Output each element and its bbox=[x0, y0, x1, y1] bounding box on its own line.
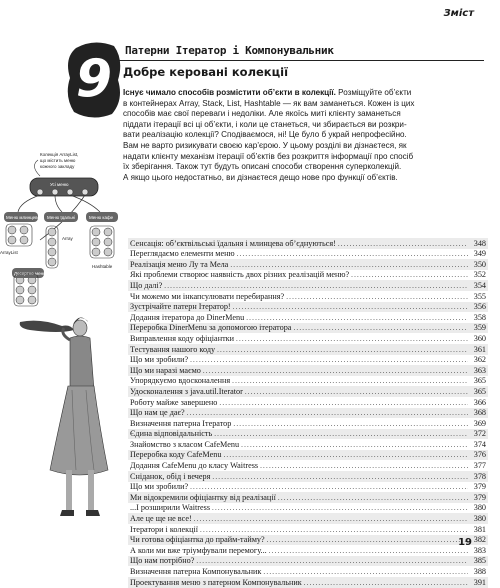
toc-leader-dots bbox=[230, 260, 468, 270]
toc-entry-title: Що ми наразі маємо bbox=[130, 365, 201, 375]
toc-leader-dots bbox=[196, 556, 468, 566]
toc-entry-title: Що нам це дає? bbox=[130, 408, 185, 418]
toc-leader-dots bbox=[245, 387, 468, 397]
toc-entry[interactable] bbox=[128, 545, 488, 556]
toc-entry[interactable] bbox=[128, 323, 488, 334]
intro-line: способів має свої переваги і недоліки. Але якоїсь миті клієнту заманеться bbox=[123, 109, 401, 119]
intro-line: вати реалізацію колекції? Сподіваємося, ні! Це було б украй непрофесійно. bbox=[123, 130, 407, 140]
toc-entry-title: Що далі? bbox=[130, 280, 163, 290]
illustration-label: Меню їдальні bbox=[47, 215, 76, 220]
toc-entry-title: Реалізація меню Лу та Мела bbox=[130, 259, 229, 269]
toc-entry-page: 379 bbox=[473, 492, 486, 502]
illustration-label: Hashtable bbox=[92, 264, 113, 269]
table-of-contents bbox=[128, 238, 488, 588]
toc-leader-dots bbox=[194, 514, 468, 524]
toc-entry-page: 366 bbox=[473, 397, 486, 407]
toc-leader-dots bbox=[232, 376, 468, 386]
toc-entry-title: Визначення патерна Ітератор bbox=[130, 418, 232, 428]
toc-entry-page: 369 bbox=[473, 418, 486, 428]
toc-entry[interactable] bbox=[128, 376, 488, 387]
toc-entry-page: 350 bbox=[473, 259, 486, 269]
toc-entry-title: Ми відокремили офіціантку від реалізації bbox=[130, 492, 276, 502]
toc-entry-page: 380 bbox=[473, 514, 486, 524]
toc-entry[interactable] bbox=[128, 302, 488, 313]
toc-entry[interactable] bbox=[128, 450, 488, 461]
toc-entry-title: Додання ітератора до DinerMenu bbox=[130, 312, 245, 322]
toc-entry[interactable] bbox=[128, 386, 488, 397]
toc-entry-title: Переглядаємо елементи меню bbox=[130, 249, 235, 259]
toc-leader-dots bbox=[293, 323, 468, 333]
toc-entry-title: Ітератори і колекції bbox=[130, 524, 199, 534]
toc-entry[interactable] bbox=[128, 408, 488, 419]
illustration-caption: кожного закладу bbox=[40, 164, 75, 169]
toc-entry-title: Тестування нашого коду bbox=[130, 344, 216, 354]
intro-line: Розміщуйте об’єкти bbox=[335, 88, 412, 97]
toc-leader-dots bbox=[214, 429, 468, 439]
toc-leader-dots bbox=[351, 270, 468, 280]
toc-leader-dots bbox=[200, 525, 468, 535]
toc-leader-dots bbox=[203, 366, 468, 376]
toc-entry-page: 358 bbox=[473, 312, 486, 322]
toc-entry[interactable] bbox=[128, 270, 488, 281]
toc-leader-dots bbox=[233, 419, 468, 429]
toc-entry-title: Проектування меню з патерном Компонувальник bbox=[130, 577, 302, 587]
toc-leader-dots bbox=[267, 535, 468, 545]
toc-entry[interactable] bbox=[128, 418, 488, 429]
toc-entry-title: Сенсація: об’єктвільські їдальня і млинцева об’єднуються! bbox=[130, 238, 336, 248]
toc-entry[interactable] bbox=[128, 503, 488, 514]
toc-entry-page: 388 bbox=[473, 567, 486, 576]
toc-entry-title: Виправлення коду офіціантки bbox=[130, 333, 235, 343]
toc-entry[interactable] bbox=[128, 535, 488, 546]
illustration-label: Десертне меню bbox=[14, 271, 47, 276]
toc-entry-page: 383 bbox=[473, 545, 486, 555]
intro-line: А якщо цього недостатньо, ви дізнаєтеся дещо нове про функції об’єктів. bbox=[123, 172, 398, 182]
toc-entry-title: Визначення патерна Компонувальник bbox=[130, 567, 262, 576]
toc-entry[interactable] bbox=[128, 524, 488, 535]
toc-entry-page: 362 bbox=[473, 355, 486, 365]
intro-line: їх зберігання. Також тут будуть описані способи створення суперколекцій. bbox=[123, 162, 402, 172]
toc-entry[interactable] bbox=[128, 312, 488, 323]
toc-entry-title: А коли ми вже тріумфували перемогу... bbox=[130, 545, 267, 555]
toc-entry[interactable] bbox=[128, 460, 488, 471]
toc-entry-title: Які проблеми створює наявність двох різних реалізацій меню? bbox=[130, 270, 350, 280]
toc-entry-title: Але це ще не все! bbox=[130, 514, 192, 524]
toc-leader-dots bbox=[246, 313, 468, 323]
toc-entry[interactable] bbox=[128, 566, 488, 577]
toc-entry-page: 378 bbox=[473, 471, 486, 481]
intro-line: піддати ітерації всі ці об’єкти, і коли це станеться, чи збирається ви розкри- bbox=[123, 119, 407, 129]
chapter-illustration bbox=[0, 140, 125, 540]
toc-entry-page: 391 bbox=[473, 577, 486, 587]
intro-line: Вам не варто ризикувати своєю кар’єрою. У цьому розділі ви дізнаєтеся, як bbox=[123, 140, 407, 150]
toc-entry-page: 363 bbox=[473, 365, 486, 375]
toc-entry[interactable] bbox=[128, 249, 488, 260]
toc-leader-dots bbox=[212, 503, 468, 513]
illustration-label: Меню млинцевої bbox=[6, 215, 42, 220]
toc-entry-title: Роботу майже завершено bbox=[130, 397, 218, 407]
section-title: Добре керовані колекції bbox=[123, 65, 289, 79]
toc-leader-dots bbox=[278, 493, 468, 503]
toc-entry[interactable] bbox=[128, 513, 488, 524]
toc-entry-page: 360 bbox=[473, 333, 486, 343]
toc-entry[interactable] bbox=[128, 291, 488, 302]
toc-leader-dots bbox=[187, 408, 468, 418]
toc-entry[interactable] bbox=[128, 365, 488, 376]
toc-leader-dots bbox=[237, 249, 468, 259]
toc-entry-title: Що нам потрібно? bbox=[130, 556, 195, 566]
illustration-label: Array bbox=[62, 236, 73, 241]
toc-leader-dots bbox=[260, 461, 468, 471]
toc-entry-page: 374 bbox=[473, 439, 486, 449]
chapter-title: Патерни Ітератор і Компонувальник bbox=[125, 44, 334, 57]
toc-entry-page: 355 bbox=[473, 291, 486, 301]
toc-entry-page: 361 bbox=[473, 344, 486, 354]
illustration-label: ArrayList bbox=[0, 250, 18, 255]
header-label: Зміст bbox=[443, 8, 474, 19]
toc-entry-title: Знайомство з класом CafeMenu bbox=[130, 439, 240, 449]
intro-paragraph bbox=[123, 88, 487, 183]
title-rule bbox=[118, 60, 484, 61]
toc-leader-dots bbox=[269, 546, 468, 556]
waitress-figure bbox=[20, 317, 108, 516]
toc-leader-dots bbox=[338, 239, 468, 249]
toc-entry-page: 368 bbox=[473, 408, 486, 418]
toc-entry-title: Єдина відповідальність bbox=[130, 429, 213, 439]
toc-entry[interactable] bbox=[128, 471, 488, 482]
toc-entry[interactable] bbox=[128, 355, 488, 366]
page-number: 19 bbox=[458, 537, 472, 548]
toc-entry-page: 354 bbox=[473, 280, 486, 290]
toc-entry-title: ...І розширили Waitress bbox=[130, 503, 210, 513]
toc-entry-page: 365 bbox=[473, 376, 486, 386]
toc-entry-title: Що ми зробили? bbox=[130, 355, 189, 365]
toc-entry[interactable] bbox=[128, 556, 488, 567]
toc-leader-dots bbox=[286, 292, 468, 302]
toc-leader-dots bbox=[236, 334, 468, 344]
chapter-number: 9 bbox=[75, 49, 113, 109]
toc-leader-dots bbox=[241, 440, 468, 450]
toc-entry-title: Переробка DinerMenu за допомогою ітератора bbox=[130, 323, 292, 333]
toc-entry-title: Удосконалення з java.util.Iterator bbox=[130, 386, 243, 396]
toc-entry-title: Упорядкуємо вдосконалення bbox=[130, 376, 231, 386]
illustration-caption: Колекція ArrayList, bbox=[40, 152, 79, 157]
toc-entry-page: 359 bbox=[473, 323, 486, 333]
toc-leader-dots bbox=[223, 450, 468, 460]
toc-entry-page: 385 bbox=[473, 556, 486, 566]
toc-leader-dots bbox=[164, 281, 468, 291]
toc-entry[interactable] bbox=[128, 333, 488, 344]
toc-entry-page: 356 bbox=[473, 302, 486, 312]
illustration-label: Меню кафе bbox=[89, 215, 114, 220]
toc-entry[interactable] bbox=[128, 439, 488, 450]
toc-entry-page: 381 bbox=[473, 524, 486, 534]
toc-leader-dots bbox=[219, 398, 468, 408]
toc-leader-dots bbox=[190, 482, 468, 492]
toc-entry-page: 348 bbox=[473, 238, 486, 248]
toc-leader-dots bbox=[212, 472, 468, 482]
toc-leader-dots bbox=[304, 578, 468, 588]
toc-entry[interactable] bbox=[128, 238, 488, 249]
toc-entry-title: Переробка коду CafeMenu bbox=[130, 450, 222, 460]
toc-entry[interactable] bbox=[128, 344, 488, 355]
toc-entry-page: 372 bbox=[473, 429, 486, 439]
chapter-number-badge bbox=[66, 40, 122, 118]
toc-entry-title: Чи готова офіціантка до прайм-тайму? bbox=[130, 535, 265, 545]
toc-entry[interactable] bbox=[128, 280, 488, 291]
toc-entry-page: 379 bbox=[473, 482, 486, 492]
toc-entry[interactable] bbox=[128, 482, 488, 493]
toc-entry-page: 382 bbox=[473, 535, 486, 545]
toc-entry-page: 349 bbox=[473, 249, 486, 259]
toc-entry[interactable] bbox=[128, 429, 488, 440]
toc-leader-dots bbox=[190, 355, 468, 365]
intro-line: в контейнерах Array, Stack, List, Hashtable — як вам заманеться. Кожен із цих bbox=[123, 98, 415, 108]
toc-leader-dots bbox=[233, 302, 468, 312]
toc-entry-page: 380 bbox=[473, 503, 486, 513]
intro-lead: Існує чимало способів розмістити об’єкти в колекції. bbox=[123, 88, 336, 97]
toc-entry-page: 376 bbox=[473, 450, 486, 460]
toc-entry-title: Чи можемо ми інкапсулювати перебирання? bbox=[130, 291, 285, 301]
toc-entry[interactable] bbox=[128, 577, 488, 588]
toc-entry-page: 377 bbox=[473, 461, 486, 471]
toc-entry[interactable] bbox=[128, 397, 488, 408]
illustration-label: Усі меню bbox=[50, 182, 69, 187]
illustration-caption: що містить меню bbox=[40, 158, 76, 163]
intro-line: надати клієнту механізм ітерації об’єктів без розкриття інформації про спосіб bbox=[123, 151, 414, 161]
toc-entry-title: Додання CafeMenu до класу Waitress bbox=[130, 461, 259, 471]
toc-entry-title: Що ми зробили? bbox=[130, 482, 189, 492]
toc-entry-title: Зустрічайте патерн Ітератор! bbox=[130, 302, 231, 312]
toc-leader-dots bbox=[263, 567, 468, 577]
toc-entry-title: Сніданок, обід і вечеря bbox=[130, 471, 211, 481]
toc-entry-page: 352 bbox=[473, 270, 486, 280]
toc-leader-dots bbox=[217, 345, 468, 355]
toc-entry[interactable] bbox=[128, 259, 488, 270]
toc-entry-page: 365 bbox=[473, 386, 486, 396]
toc-entry[interactable] bbox=[128, 492, 488, 503]
